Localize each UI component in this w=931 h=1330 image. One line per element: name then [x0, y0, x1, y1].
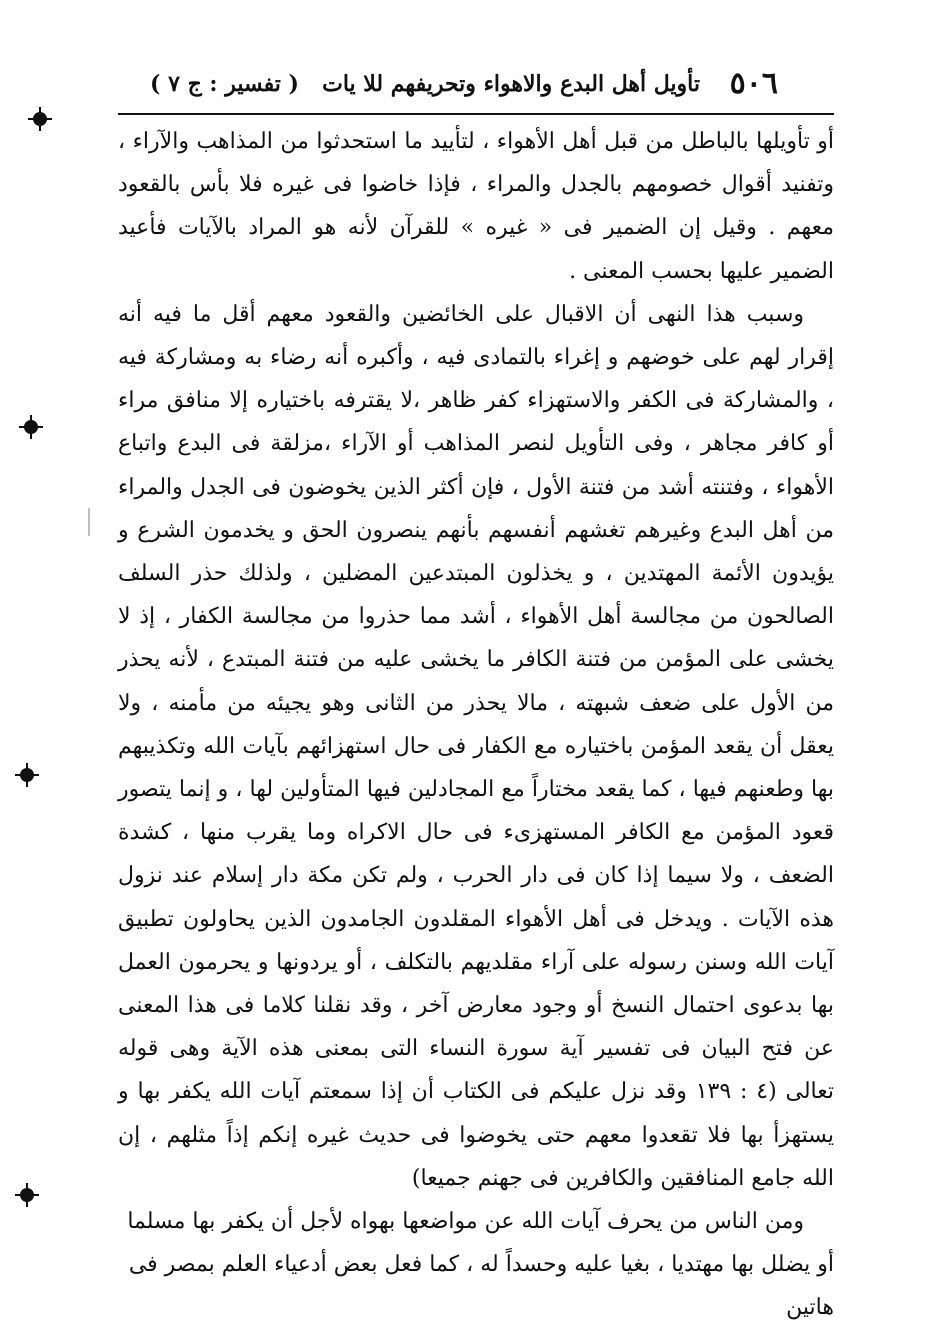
binding-hole-mark-icon: [20, 768, 34, 782]
paragraph-3: ومن الناس من يحرف آيات الله عن مواضعها بهواه لأجل أن يكفر بها مسلما أو يضلل بها مهتديا ، بغيا عليه وحسداً له ، كما فعل بعض أدعياء العلم بمصر فى هاتين: [127, 1209, 834, 1321]
running-title: تأويل أهل البدع والاهواء وتحريفهم للا يات: [322, 71, 700, 97]
page-header: [150, 58, 778, 110]
page-number: ٥٠٦: [729, 66, 778, 101]
body-text: [118, 120, 834, 1330]
margin-tick-mark: [88, 508, 90, 536]
binding-hole-mark-icon: [33, 112, 47, 126]
volume-reference: ( تفسير : ج ٧ ): [150, 71, 299, 97]
paragraph-2: وسبب هذا النهى أن الاقبال على الخائضين والقعود معهم أقل ما فيه أنه إقرار لهم على خوضهم و إغراء بالتمادى فيه ، وأكبره أنه رضاء به ومشاركة فيه ، والمشاركة فى الكفر والاستهزاء كفر ظاهر ،لا يقترفه باختياره إلا منافق مراء أو كافر مجاهر ، وفى التأويل لنصر المذاهب أو الآراء ،مزلقة فى البدع واتباع الأهواء ، وفتنته أشد من فتنة الأول ، فإن أكثر الذين يخوضون فى الجدل والمراء من أهل البدع وغيرهم تغشهم أنفسهم بأنهم ينصرون الحق و يخدمون الشرع و يؤيدون الأئمة المهتدين ، و يخذلون المبتدعين المضلين ، ولذلك حذر السلف الصالحون من مجالسة أهل الأهواء ، أشد مما حذروا من مجالسة الكفار ، إذ لا يخشى على المؤمن من فتنة الكافر ما يخشى عليه من فتنة المبتدع ، لأنه يحذر من الأول على ضعف شبهته ، مالا يحذر من الثانى وهو يجيئه من مأمنه ، ولا يعقل أن يقعد المؤمن باختياره مع الكفار فى حال استهزائهم بآيات الله وتكذيبهم بها وطعنهم فيها ، كما يقعد مختاراً مع المجادلين فيها المتأولين لها ، و إنما يتصور قعود المؤمن مع الكافر المستهزىء فى حال الاكراه وما يقرب منها ، كشدة الضعف ، ولا سيما إذا كان فى دار الحرب ، ولم تكن مكة دار إسلام عند نزول هذه الآيات . ويدخل فى أهل الأهواء المقلدون الجامدون الذين يحاولون تطبيق آيات الله وسنن رسوله على آراء مقلديهم بالتكلف ، أو يردونها و يحرمون العمل بها بدعوى احتمال النسخ أو وجود معارض آخر ، وقد نقلنا كلاما فى هذا المعنى عن فتح البيان فى تفسير آية سورة النساء التى بمعنى هذه الآية وهى قوله تعالى (٤ : ١٣٩ وقد نزل عليكم فى الكتاب أن إذا سمعتم آيات الله يكفر بها و يستهزأ بها فلا تقعدوا معهم حتى يخوضوا فى حديث غيره إنكم إذاً مثلهم ، إن الله جامع المنافقين والكافرين فى جهنم جميعا): [118, 301, 834, 1191]
header-divider: [118, 113, 834, 115]
paragraph-1: أو تأويلها بالباطل من قبل أهل الأهواء ، لتأييد ما استحدثوا من المذاهب والآراء ، وتفنيد أقوال خصومهم بالجدل والمراء ، فإذا خاضوا فى غيره فلا بأس بالقعود معهم . وقيل إن الضمير فى « غيره » للقرآن لأنه هو المراد بالآيات فأعيد الضمير عليها بحسب المعنى .: [118, 129, 834, 284]
binding-hole-mark-icon: [24, 420, 38, 434]
binding-hole-mark-icon: [20, 1188, 34, 1202]
